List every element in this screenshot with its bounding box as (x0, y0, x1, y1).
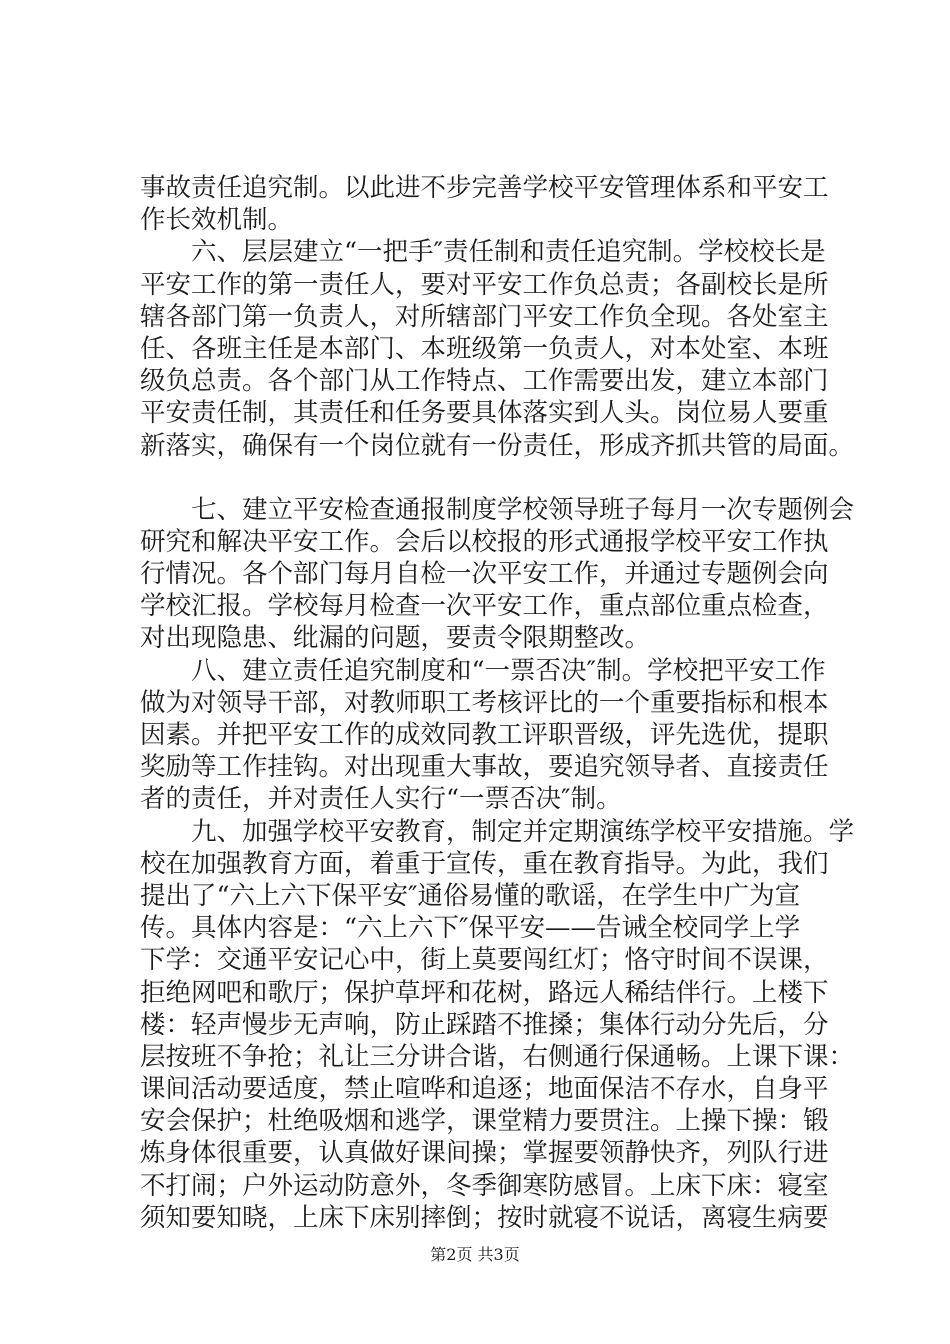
page-number-footer: 第2页 共3页 (430, 1245, 520, 1264)
text-line: 下学：交通平安记心中，街上莫要闯红灯；恪守时间不误课， (140, 945, 829, 976)
paragraph-start-line: 六、层层建立“一把手″责任制和责任追究制。学校校长是 (140, 237, 826, 268)
text-line: 学校汇报。学校每月检查一次平安工作，重点部位重点检查， (140, 591, 829, 622)
text-line: 因素。并把平安工作的成效同教工评职晋级，评先选优，提职 (140, 720, 829, 750)
text-line: 提出了“六上六下保平安″通俗易懂的歌谣，在学生中广为宣 (140, 880, 801, 911)
text-line: 校在加强教育方面，着重于宣传，重在教育指导。为此，我们 (140, 848, 829, 879)
text-line: 任、各班主任是本部门、本班级第一负责人，对本处室、本班 (140, 333, 829, 364)
paragraph-start-line: 九、加强学校平安教育，制定并定期演练学校平安措施。学 (140, 816, 855, 847)
text-line: 安会保护；杜绝吸烟和逃学，课堂精力要贯注。上操下操：锻 (140, 1106, 829, 1137)
text-line: 研究和解决平安工作。会后以校报的形式通报学校平安工作执 (140, 526, 829, 557)
text-line: 层按班不争抢；礼让三分讲合谐，右侧通行保通畅。上课下课： (140, 1041, 855, 1072)
text-line: 者的责任，并对责任人实行“一票否决″制。 (140, 784, 622, 815)
text-line: 楼：轻声慢步无声响，防止踩踏不推搡；集体行动分先后，分 (140, 1009, 829, 1040)
text-line: 炼身体很重要，认真做好课间操；掌握要领静快齐，列队行进 (140, 1138, 829, 1169)
text-line: 不打闹；户外运动防意外，冬季御寒防感冒。上床下床：寝室 (140, 1170, 829, 1201)
text-line: 拒绝网吧和歌厅；保护草坪和花树，路远人稀结伴行。上楼下 (140, 977, 829, 1008)
text-line: 奖励等工作挂钩。对出现重大事故，要追究领导者、直接责任 (140, 752, 829, 783)
text-line: 级负总责。各个部门从工作特点、工作需要出发，建立本部门 (140, 366, 829, 397)
text-line: 新落实，确保有一个岗位就有一份责任，形成齐抓共管的局面。 (140, 430, 855, 461)
text-line: 对出现隐患、纰漏的问题，要责令限期整改。 (140, 623, 651, 654)
paragraph-start-line: 七、建立平安检查通报制度学校领导班子每月一次专题例会 (140, 494, 855, 525)
text-line: 平安工作的第一责任人，要对平安工作负总责；各副校长是所 (140, 269, 829, 300)
text-line: 传。具体内容是：“六上六下″保平安——告诫全校同学上学 (140, 913, 801, 944)
text-line: 辖各部门第一负责人，对所辖部门平安工作负全现。各处室主 (140, 301, 829, 332)
paragraph-gap (140, 462, 840, 494)
text-line: 作长效机制。 (140, 205, 294, 236)
text-line: 事故责任追究制。以此进不步完善学校平安管理体系和平安工 (140, 173, 829, 203)
paragraph-start-line: 八、建立责任追究制度和“一票否决″制。学校把平安工作 (140, 655, 826, 686)
text-line: 平安责任制，其责任和任务要具体落实到人头。岗位易人要重 (140, 398, 829, 429)
text-line: 须知要知晓，上床下床别摔倒；按时就寝不说话，离寝生病要 (140, 1202, 829, 1233)
text-line: 做为对领导干部，对教师职工考核评比的一个重要指标和根本 (140, 687, 829, 718)
text-line: 行情况。各个部门每月自检一次平安工作，并通过专题例会向 (140, 559, 829, 590)
document-body (140, 172, 855, 1234)
text-line: 课间活动要适度，禁止喧哗和追逐；地面保洁不存水，自身平 (140, 1074, 829, 1105)
